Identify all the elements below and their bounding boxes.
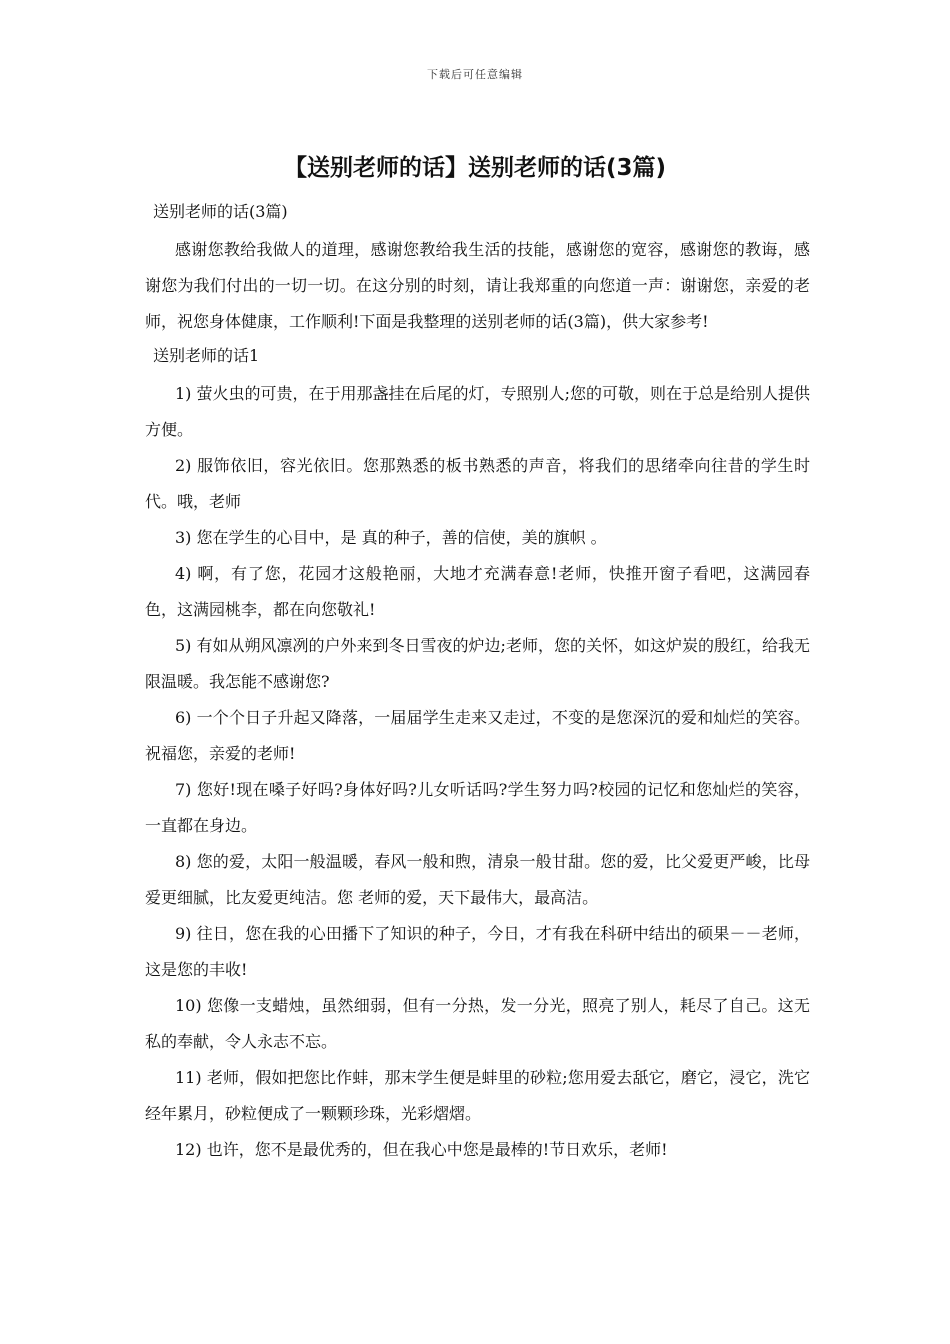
header-note: 下载后可任意编辑 (427, 68, 523, 81)
list-item: 11) 老师，假如把您比作蚌，那末学生便是蚌里的砂粒;您用爱去舐它，磨它，浸它，洗它 经年累月，砂粒便成了一颗颗珍珠，光彩熠熠。 (145, 1068, 810, 1123)
list-item: 10) 您像一支蜡烛，虽然细弱，但有一分热，发一分光，照亮了别人，耗尽了自己。这无私的奉献，令人永志不忘。 (145, 996, 810, 1051)
list-item: 9) 往日，您在我的心田播下了知识的种子，今日，才有我在科研中结出的硕果－－老师，这是您的丰收! (145, 924, 810, 979)
list-item: 12) 也许，您不是最优秀的，但在我心中您是最棒的!节日欢乐，老师! (175, 1140, 668, 1159)
subtitle-paragraph: 送别老师的话(3篇) (153, 202, 288, 221)
list-item: 8) 您的爱，太阳一般温暖，春风一般和煦，清泉一般甘甜。您的爱，比父爱更严峻，比母爱更细腻，比友爱更纯洁。您 老师的爱，天下最伟大，最高洁。 (145, 852, 810, 907)
list-item: 7) 您好!现在嗓子好吗?身体好吗?儿女听话吗?学生努力吗?校园的记忆和您灿烂的笑容，一直都在身边。 (145, 780, 810, 835)
list-item: 1) 萤火虫的可贵，在于用那盏挂在后尾的灯，专照别人;您的可敬，则在于总是给别人提供方便。 (145, 384, 810, 439)
list-item: 5) 有如从朔风凛冽的户外来到冬日雪夜的炉边;老师，您的关怀，如这炉炭的殷红，给我无限温暖。我怎能不感谢您? (145, 636, 810, 691)
list-item: 6) 一个个日子升起又降落，一届届学生走来又走过，不变的是您深沉的爱和灿烂的笑容。祝福您，亲爱的老师! (145, 708, 810, 763)
list-item: 4) 啊，有了您，花园才这般艳丽，大地才充满春意!老师，快推开窗子看吧，这满园春色，这满园桃李，都在向您敬礼! (145, 564, 810, 619)
document-body (145, 196, 810, 1168)
list-item: 2) 服饰依旧，容光依旧。您那熟悉的板书熟悉的声音，将我们的思绪牵向往昔的学生时代。哦，老师 (145, 456, 810, 511)
section-heading: 送别老师的话1 (153, 346, 260, 365)
list-item: 3) 您在学生的心目中，是 真的种子，善的信使，美的旗帜 。 (175, 528, 607, 547)
intro-paragraph: 感谢您教给我做人的道理，感谢您教给我生活的技能，感谢您的宽容，感谢您的教诲，感谢您为我们付出的一切一切。在这分别的时刻，请让我郑重的向您道一声：谢谢您，亲爱的老师，祝您身体健康，工作顺利!下面是我整理的送别老师的话(3篇)，供大家参考! (145, 240, 810, 331)
document-title: 【送别老师的话】送别老师的话(3篇) (283, 155, 667, 181)
